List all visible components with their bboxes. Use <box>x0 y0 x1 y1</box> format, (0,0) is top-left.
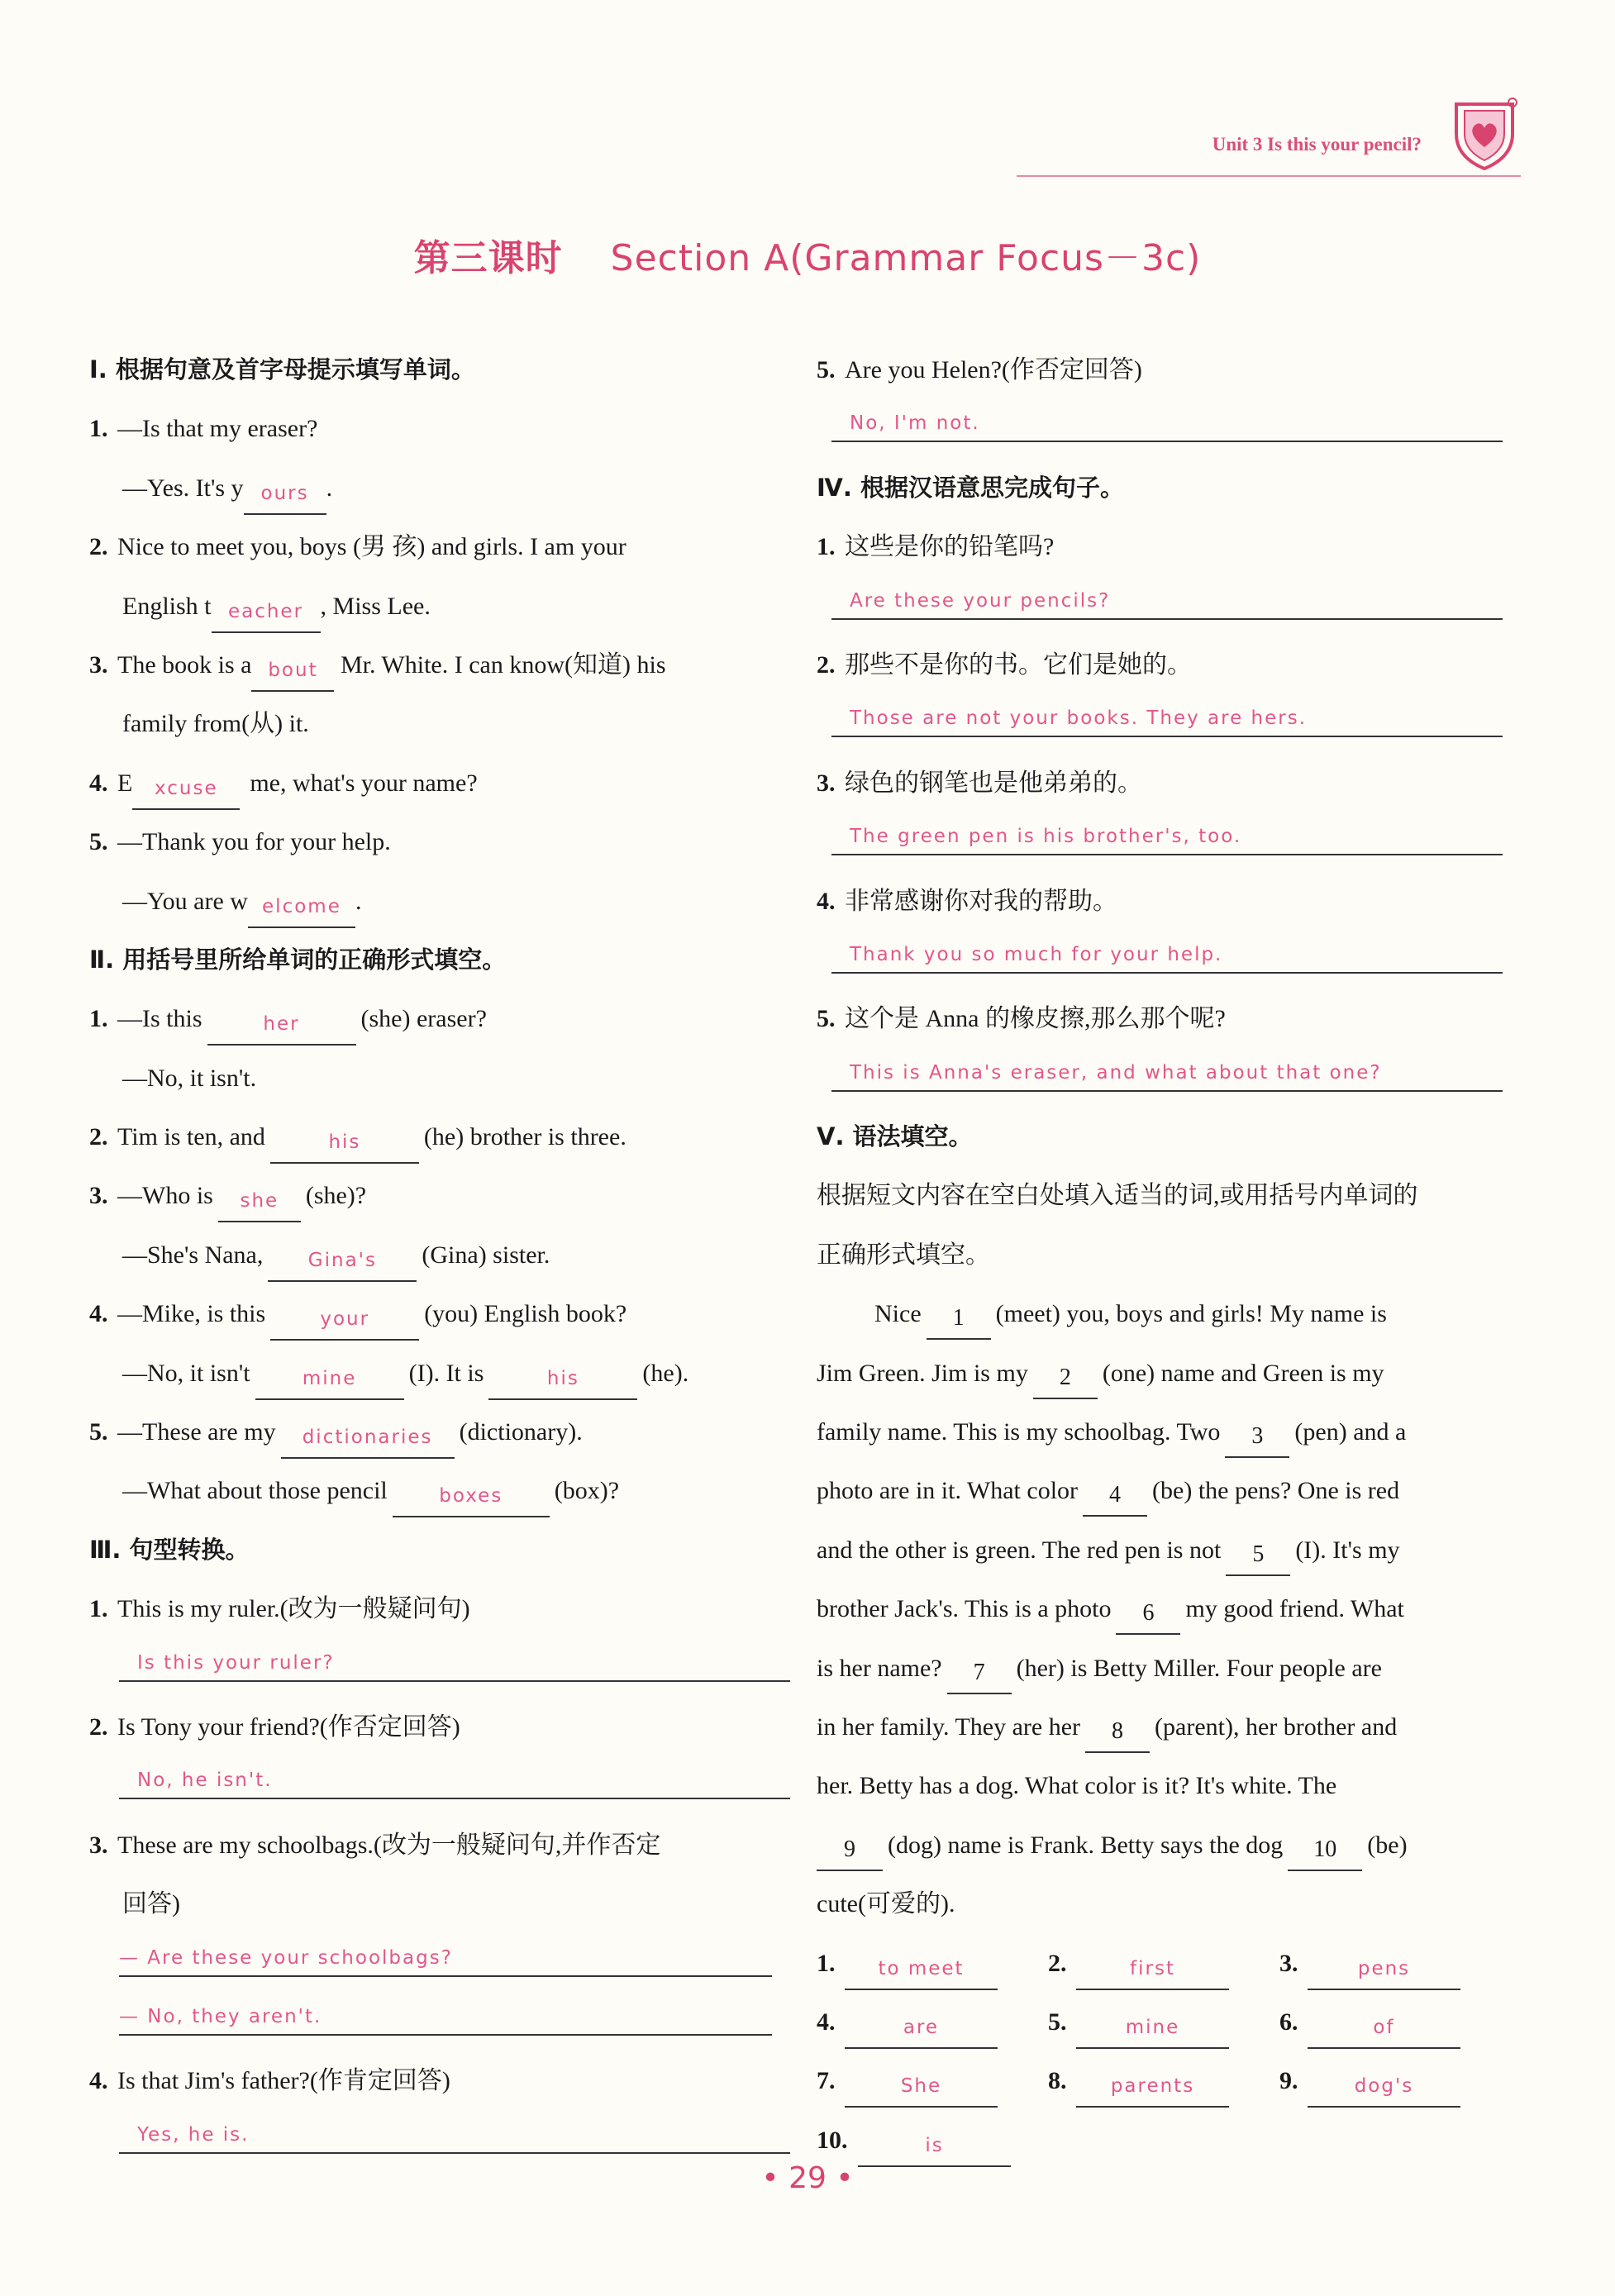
question: 4. —Mike, is this your (you) English book? <box>89 1284 784 1343</box>
passage-line: 9 (dog) name is Frank. Betty says the dog 10 (be) <box>817 1816 1511 1874</box>
answer-line[interactable]: Thank you so much for your help. <box>831 931 1503 974</box>
question-line: —What about those pencil boxes (box)? <box>89 1461 784 1520</box>
passage-line: Jim Green. Jim is my 2 (one) name and Green is my <box>817 1344 1511 1403</box>
answer-blank[interactable]: his <box>488 1362 637 1400</box>
question: 2. Tim is ten, and his (he) brother is three. <box>89 1108 784 1166</box>
answer-line[interactable]: Yes, he is. <box>119 2111 790 2154</box>
question: 2. Is Tony your friend?(作否定回答) <box>89 1712 460 1741</box>
answer-line[interactable]: This is Anna's eraser, and what about that one? <box>831 1049 1503 1092</box>
passage-blank[interactable]: 2 <box>1033 1361 1098 1399</box>
question-line <box>817 577 1511 636</box>
question: 4. 非常感谢你对我的帮助。 <box>817 887 1117 915</box>
lesson-title-cn: 第三课时 <box>413 237 563 279</box>
question-line <box>817 399 1511 458</box>
answer-blank[interactable]: elcome <box>248 890 355 928</box>
question-line <box>817 812 1511 871</box>
answer-cell: 1. to meet <box>817 1934 1048 1993</box>
answer-blank[interactable]: is <box>858 2129 1011 2167</box>
section-2-heading: Ⅱ. 用括号里所给单词的正确形式填空。 <box>89 945 507 974</box>
answer-row <box>817 1934 1511 1993</box>
answer-blank[interactable]: of <box>1308 2011 1460 2049</box>
question-line <box>89 1756 784 1815</box>
unit-header-text: Unit 3 Is this your pencil? <box>1212 134 1422 155</box>
answer-blank[interactable]: dog's <box>1308 2070 1460 2108</box>
answer-line[interactable]: — Are these your schoolbags? <box>119 1934 772 1977</box>
passage-line: in her family. They are her 8 (parent), her brother and <box>817 1698 1511 1756</box>
question-line <box>817 931 1511 989</box>
question-line <box>89 1639 784 1698</box>
question: 1. This is my ruler.(改为一般疑问句) <box>89 1595 470 1623</box>
instruction: 正确形式填空。 <box>817 1241 990 1269</box>
question: 3. —Who is she (she)? <box>89 1166 784 1225</box>
question-line: English t eacher , Miss Lee. <box>89 577 784 636</box>
answer-line[interactable]: No, I'm not. <box>831 399 1503 442</box>
answer-line[interactable]: — No, they aren't. <box>119 1993 772 2036</box>
passage-blank[interactable]: 10 <box>1288 1833 1362 1871</box>
left-column <box>89 341 784 2170</box>
answer-blank[interactable]: your <box>270 1303 419 1341</box>
answer-row <box>817 1993 1511 2051</box>
section-5-heading: Ⅴ. 语法填空。 <box>817 1122 973 1151</box>
section-4-heading: Ⅳ. 根据汉语意思完成句子。 <box>817 473 1124 502</box>
answer-blank[interactable]: parents <box>1076 2070 1229 2108</box>
question-line: —No, it isn't. <box>122 1064 257 1092</box>
answer-blank[interactable]: to meet <box>845 1952 998 1990</box>
question-line <box>817 1049 1511 1108</box>
question-line: —Yes. It's y ours . <box>89 459 784 517</box>
answer-grid <box>817 1934 1511 2170</box>
passage-line: photo are in it. What color 4 (be) the pens? One is red <box>817 1461 1511 1520</box>
answer-cell: 10. is <box>817 2111 1056 2170</box>
answer-blank[interactable]: She <box>845 2070 998 2108</box>
answer-blank[interactable]: eacher <box>212 595 321 633</box>
page-number: • 29 • <box>761 2161 854 2195</box>
question-line: —No, it isn't mine (I). It is his (he). <box>89 1344 784 1403</box>
answer-blank[interactable]: boxes <box>393 1479 550 1517</box>
passage-blank[interactable]: 1 <box>927 1302 991 1340</box>
section-3-heading: Ⅲ. 句型转换。 <box>89 1535 250 1564</box>
answer-cell: 6. of <box>1279 1993 1511 2051</box>
question-line: 回答) <box>122 1890 180 1918</box>
passage-blank[interactable]: 4 <box>1083 1479 1147 1517</box>
passage-line: and the other is green. The red pen is not 5 (I). It's my <box>817 1521 1511 1579</box>
answer-blank[interactable]: ours <box>244 477 326 515</box>
answer-line[interactable]: No, he isn't. <box>119 1756 790 1799</box>
question-line: —You are w elcome . <box>89 872 784 931</box>
answer-cell: 7. She <box>817 2051 1048 2110</box>
instruction: 根据短文内容在空白处填入适当的词,或用括号内单词的 <box>817 1182 1418 1210</box>
passage-blank[interactable]: 3 <box>1225 1420 1289 1458</box>
question: 5. 这个是 Anna 的橡皮擦,那么那个呢? <box>817 1005 1226 1033</box>
answer-line[interactable]: Those are not your books. They are hers. <box>831 694 1503 737</box>
answer-blank[interactable]: her <box>207 1007 356 1046</box>
answer-line[interactable]: Is this your ruler? <box>119 1639 790 1682</box>
answer-row <box>817 2051 1511 2110</box>
answer-blank[interactable]: mine <box>255 1362 404 1400</box>
answer-line[interactable]: The green pen is his brother's, too. <box>831 812 1503 855</box>
answer-cell: 2. first <box>1048 1934 1279 1993</box>
section-1-heading: Ⅰ. 根据句意及首字母提示填写单词。 <box>89 355 475 383</box>
question: 5. —These are my dictionaries (dictionary). <box>89 1403 784 1461</box>
question: 2. Nice to meet you, boys (男 孩) and girls. I am your <box>89 533 626 561</box>
answer-cell: 4. are <box>817 1993 1048 2051</box>
question: 3. The book is a bout Mr. White. I can know(知道) his <box>89 636 784 694</box>
question-line <box>817 694 1511 753</box>
passage-line: brother Jack's. This is a photo 6 my good friend. What <box>817 1579 1511 1638</box>
answer-blank[interactable]: his <box>270 1126 419 1164</box>
answer-cell: 5. mine <box>1048 1993 1279 2051</box>
question: 1. 这些是你的铅笔吗? <box>817 533 1055 561</box>
answer-cell: 8. parents <box>1048 2051 1279 2110</box>
answer-blank[interactable]: first <box>1076 1952 1229 1990</box>
page-title <box>0 228 1615 281</box>
passage-line: her. Betty has a dog. What color is it? It's white. The <box>817 1772 1337 1800</box>
question-line: family from(从) it. <box>122 710 309 738</box>
answer-blank[interactable]: xcuse <box>132 772 240 810</box>
lesson-title-en: Section A(Grammar Focus－3c) <box>610 237 1202 279</box>
cloze-passage <box>817 1284 1511 1756</box>
passage-line: is her name? 7 (her) is Betty Miller. Four people are <box>817 1639 1511 1698</box>
answer-cell: 3. pens <box>1279 1934 1511 1993</box>
publisher-logo-icon <box>1448 93 1521 172</box>
question: 4. Is that Jim's father?(作肯定回答) <box>89 2067 450 2095</box>
answer-blank[interactable]: dictionaries <box>281 1421 455 1459</box>
question: 5. Are you Helen?(作否定回答) <box>817 356 1142 383</box>
question-line: —She's Nana, Gina's (Gina) sister. <box>89 1226 784 1284</box>
answer-blank[interactable]: Gina's <box>268 1244 417 1282</box>
answer-blank[interactable]: she <box>218 1184 301 1222</box>
answer-blank[interactable]: pens <box>1308 1952 1460 1990</box>
passage-line: Nice 1 (meet) you, boys and girls! My name is <box>817 1284 1511 1343</box>
answer-line[interactable]: Are these your pencils? <box>831 577 1503 620</box>
question: 5. —Thank you for your help. <box>89 828 391 856</box>
answer-blank[interactable]: mine <box>1076 2011 1229 2049</box>
question-line <box>89 1934 784 1993</box>
passage-line: cute(可爱的). <box>817 1890 955 1918</box>
passage-blank[interactable]: 7 <box>947 1656 1012 1694</box>
passage-blank[interactable]: 9 <box>817 1833 883 1871</box>
answer-blank[interactable]: are <box>845 2011 998 2049</box>
passage-blank[interactable]: 6 <box>1116 1597 1180 1635</box>
right-column <box>817 341 1511 2170</box>
question: 2. 那些不是你的书。它们是她的。 <box>817 650 1192 679</box>
passage-line: family name. This is my schoolbag. Two 3 (pen) and a <box>817 1403 1511 1461</box>
page-header <box>1017 124 1521 177</box>
answer-blank[interactable]: bout <box>251 654 334 692</box>
question: 3. 绿色的钢笔也是他弟弟的。 <box>817 769 1142 797</box>
question: 3. These are my schoolbags.(改为一般疑问句,并作否定 <box>89 1831 661 1859</box>
passage-blank[interactable]: 8 <box>1085 1715 1150 1753</box>
passage-blank[interactable]: 5 <box>1226 1538 1290 1576</box>
answer-cell: 9. dog's <box>1279 2051 1511 2110</box>
question-line <box>89 1993 784 2051</box>
question: 4. E xcuse me, what's your name? <box>89 754 784 812</box>
question: 1. —Is this her (she) eraser? <box>89 989 784 1048</box>
question: 1. —Is that my eraser? <box>89 415 318 443</box>
